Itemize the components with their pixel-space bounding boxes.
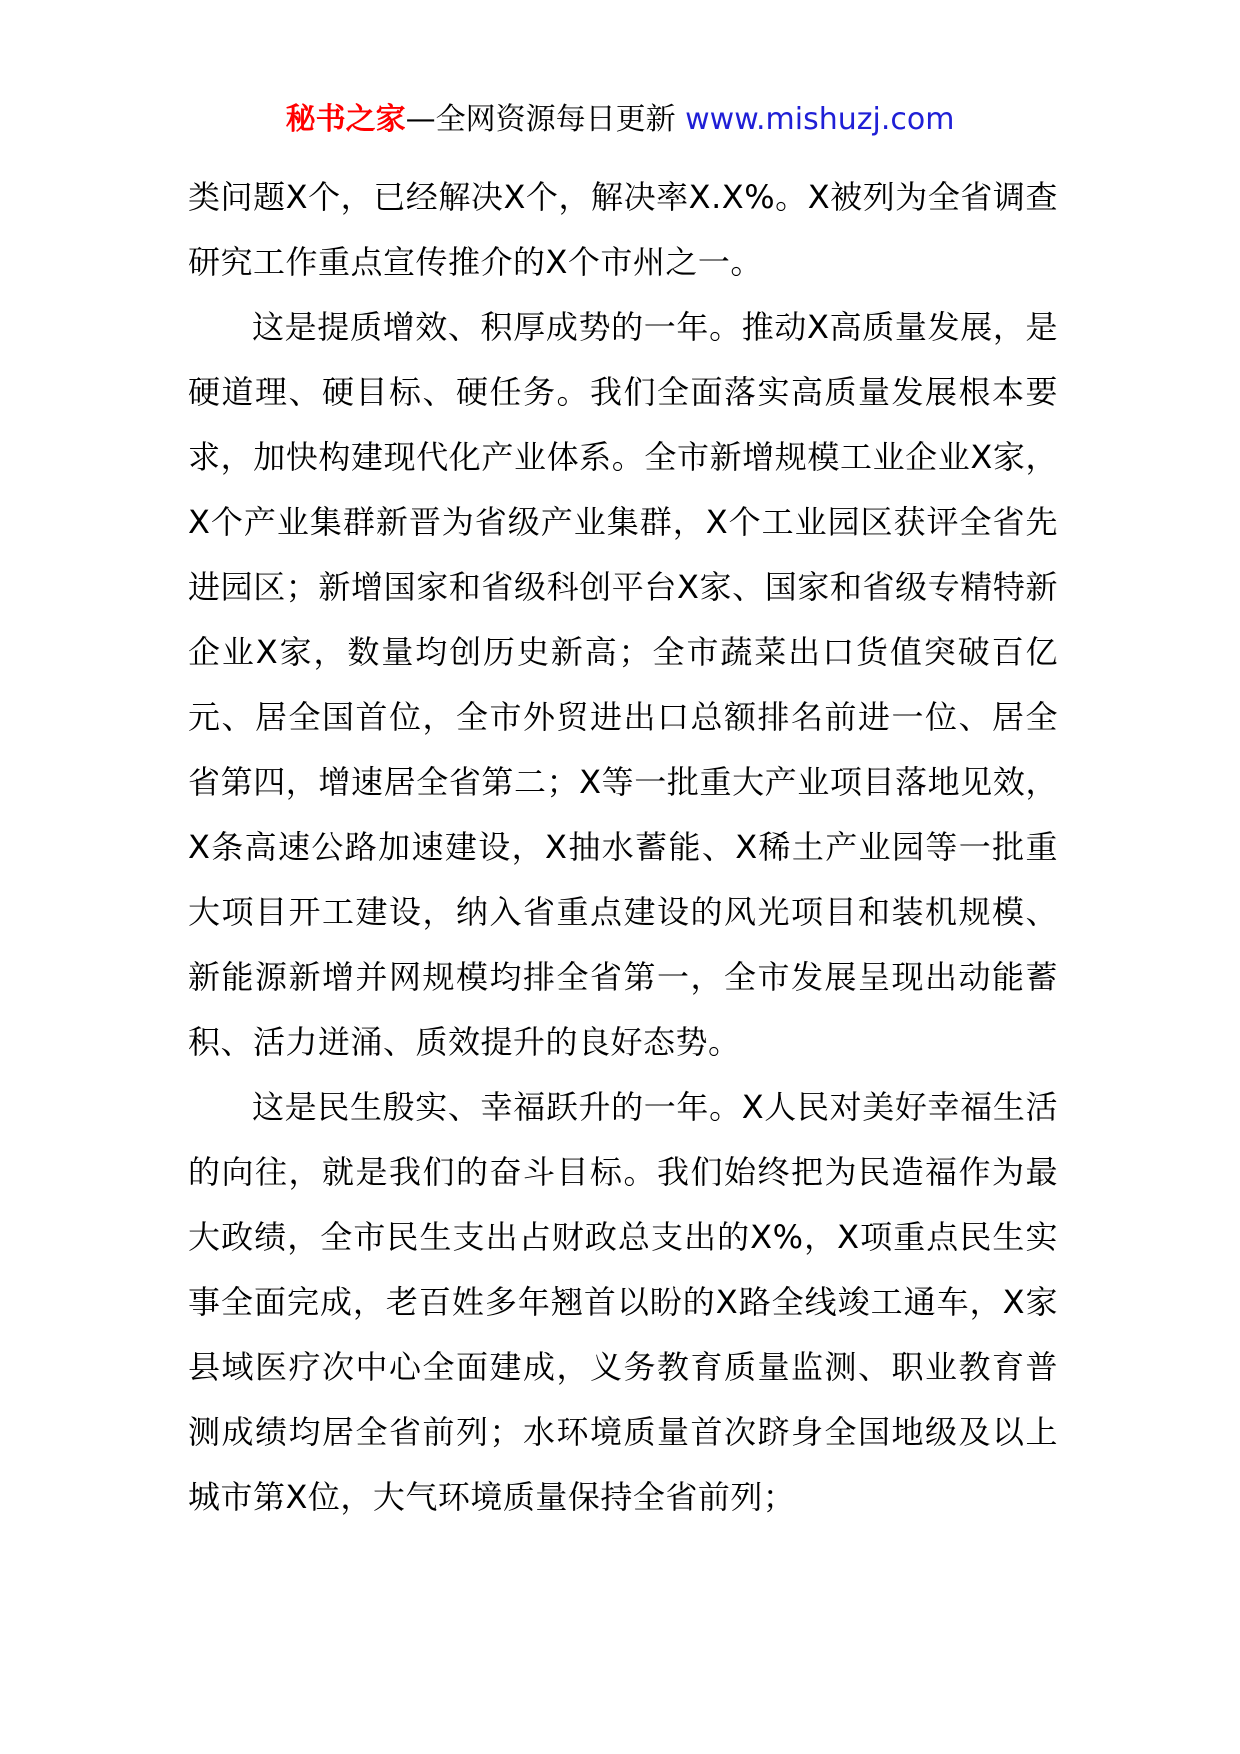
document-body xyxy=(188,165,1058,1530)
brand-name: 秘书之家 xyxy=(285,102,406,137)
paragraph-continuation: 类问题X个，已经解决X个，解决率X.X%。X被列为全省调查研究工作重点宣传推介的X个市州之一。 xyxy=(188,178,1058,281)
paragraph-livelihood: 这是民生殷实、幸福跃升的一年。X人民对美好幸福生活的向往，就是我们的奋斗目标。我们始终把为民造福作为最大政绩，全市民生支出占财政总支出的X%，X项重点民生实事全面完成，老百姓多年翘首以盼的X路全线竣工通车，X家县域医疗次中心全面建成，义务教育质量监测、职业教育普测成绩均居全省前列；水环境质量首次跻身全国地级及以上城市第X位，大气环境质量保持全省前列； xyxy=(188,1088,1058,1516)
page-header xyxy=(0,100,1240,140)
header-slogan: —全网资源每日更新 xyxy=(405,102,686,137)
paragraph-quality-growth: 这是提质增效、积厚成势的一年。推动X高质量发展，是硬道理、硬目标、硬任务。我们全面落实高质量发展根本要求，加快构建现代化产业体系。全市新增规模工业企业X家，X个产业集群新晋为省级产业集群，X个工业园区获评全省先进园区；新增国家和省级科创平台X家、国家和省级专精特新企业X家，数量均创历史新高；全市蔬菜出口货值突破百亿元、居全国首位，全市外贸进出口总额排名前进一位、居全省第四，增速居全省第二；X等一批重大产业项目落地见效，X条高速公路加速建设，X抽水蓄能、X稀土产业园等一批重大项目开工建设，纳入省重点建设的风光项目和装机规模、新能源新增并网规模均排全省第一，全市发展呈现出动能蓄积、活力迸涌、质效提升的良好态势。 xyxy=(188,308,1058,1061)
site-url-link[interactable]: www.mishuzj.com xyxy=(685,102,955,137)
